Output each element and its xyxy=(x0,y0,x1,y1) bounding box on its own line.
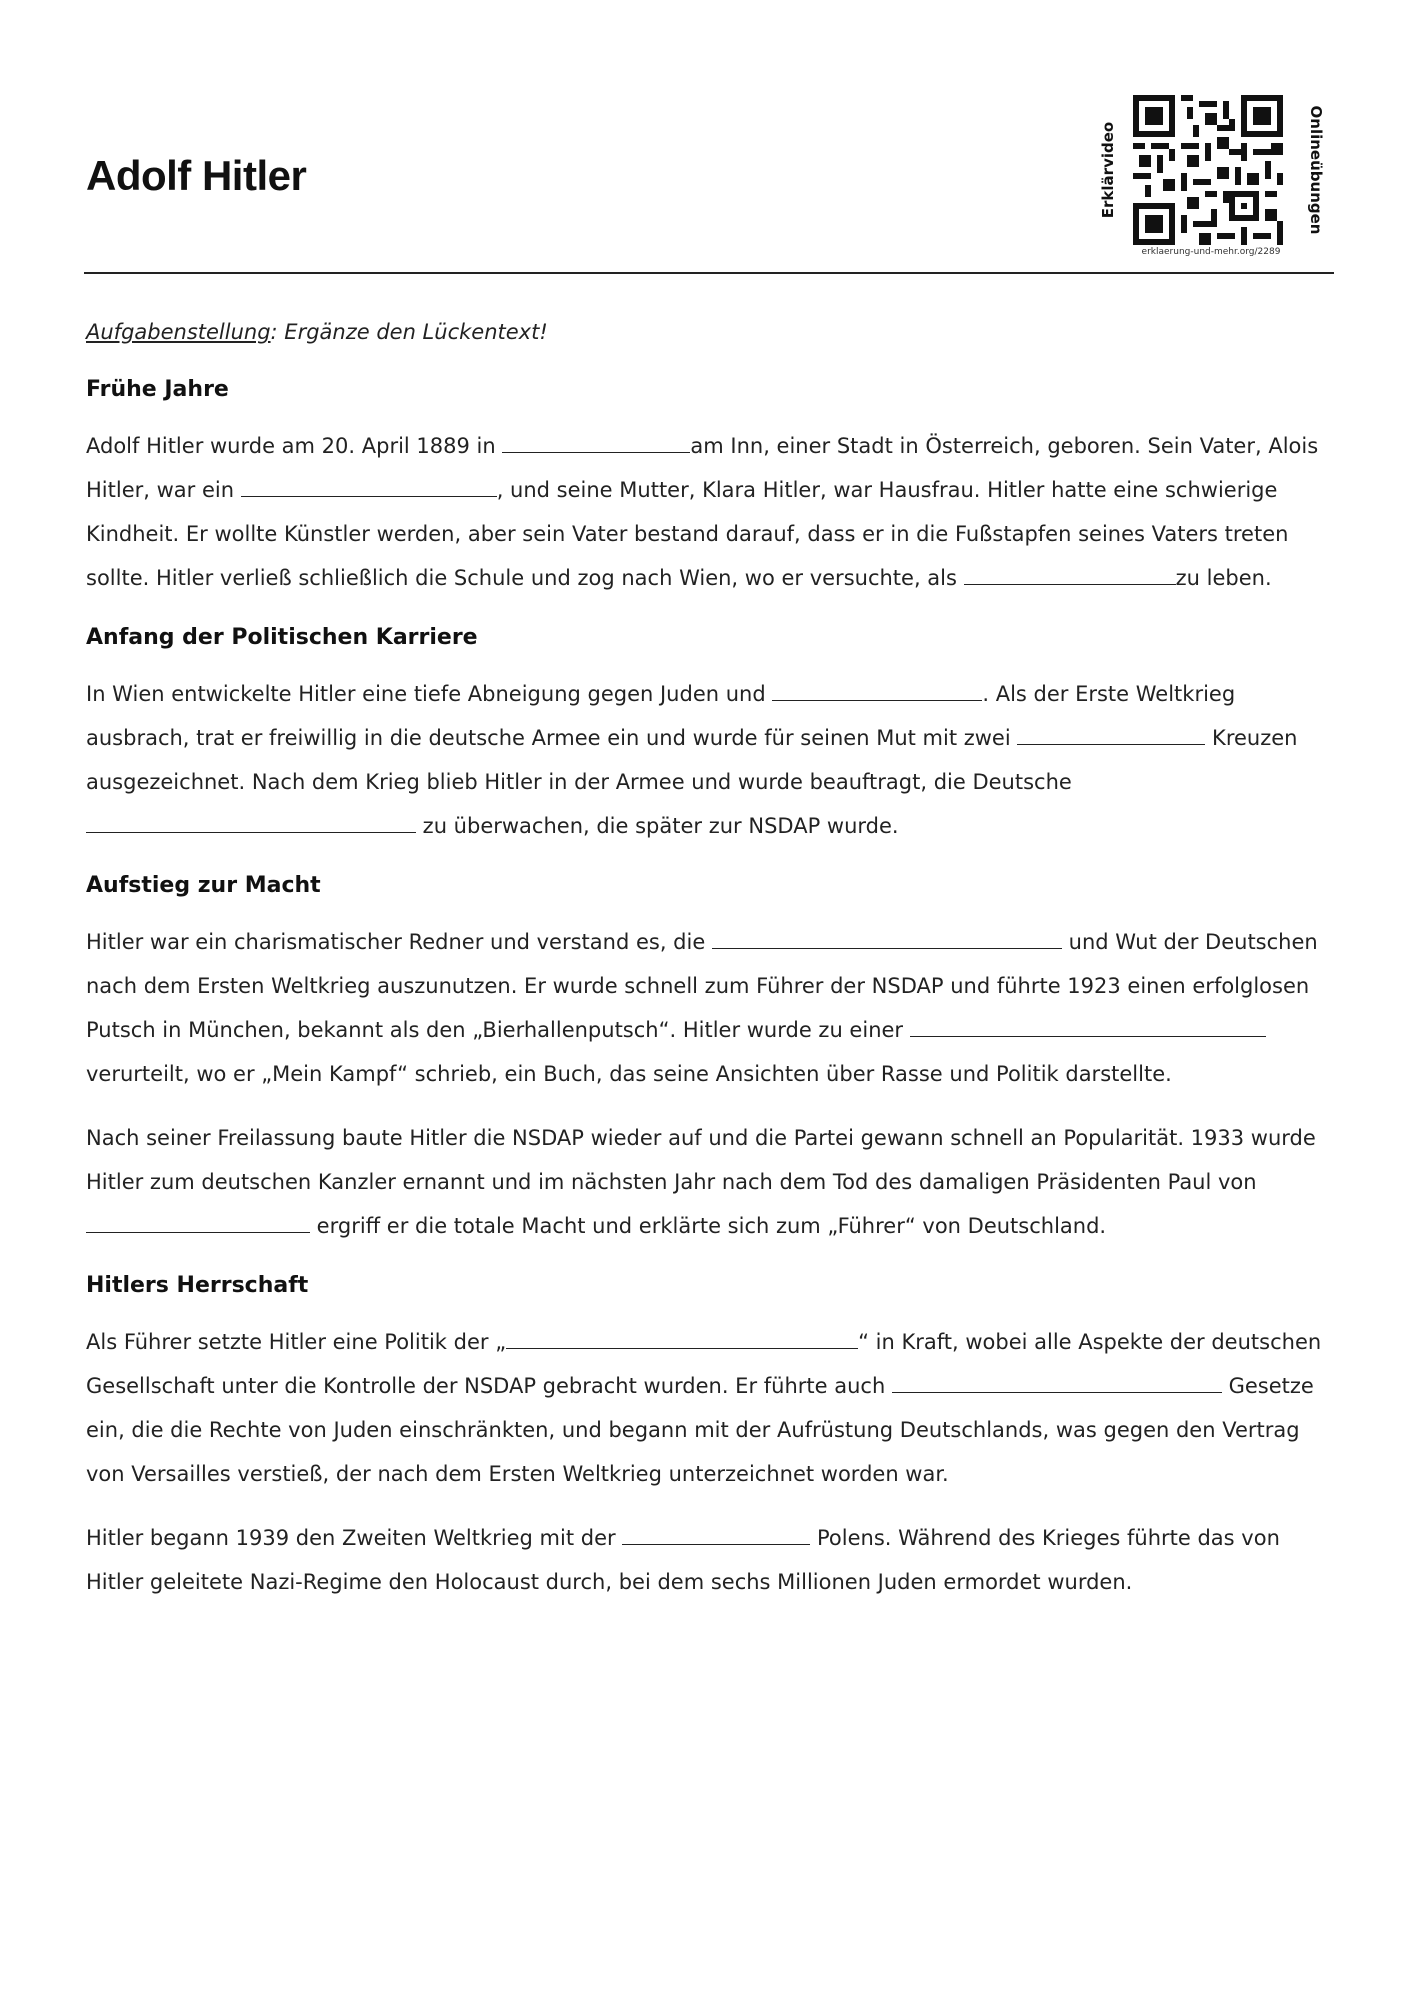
qr-left-label xyxy=(1095,95,1121,245)
qr-url: erklaerung-und-mehr.org/2289 xyxy=(1141,247,1281,257)
answer-blank-party[interactable] xyxy=(86,814,416,833)
text-run: , und seine Mutter, Klara Hitler, war Hausfrau. Hitler hatte eine schwierige Kindheit. Er wollte Künstler werden, aber sein Vater bestand darauf, dass er in die Fußstapfen seines Vaters treten sollte. Hitler verließ schließlich die Schule und zog nach Wien, wo er versuchte, als xyxy=(86,478,1289,590)
answer-blank-invasion[interactable] xyxy=(622,1526,810,1545)
text-run: Adolf Hitler wurde am 20. April 1889 in xyxy=(86,434,503,458)
worksheet-content xyxy=(86,300,1336,1624)
text-run: Hitler war ein charismatischer Redner und verstand es, die xyxy=(86,930,712,954)
section-heading-aufstieg: Aufstieg zur Macht xyxy=(86,873,321,898)
text-run: Hitler begann 1939 den Zweiten Weltkrieg mit der xyxy=(86,1526,623,1550)
answer-blank-birthplace[interactable] xyxy=(502,434,690,453)
task-instruction xyxy=(86,310,1336,354)
text-run: und Wut der Deutschen nach dem Ersten Weltkrieg auszunutzen. Er wurde schnell zum Führer der NSDAP und führte 1923 einen erfolglosen Putsch in München, bekannt als den „Bierhallenputsch“. Hitler wurde zu einer xyxy=(86,930,1318,1042)
section-heading-herrschaft: Hitlers Herrschaft xyxy=(86,1273,309,1298)
qr-right-label xyxy=(1303,95,1329,245)
section-heading-politische-karriere: Anfang der Politischen Karriere xyxy=(86,625,478,650)
task-label: Aufgabenstellung xyxy=(86,320,271,344)
paragraph-fruehe-jahre xyxy=(86,424,1336,600)
paragraph-herrschaft-2 xyxy=(86,1516,1336,1604)
answer-blank-profession[interactable] xyxy=(964,566,1176,585)
text-run: Nach seiner Freilassung baute Hitler die NSDAP wieder auf und die Partei gewann schnell an Popularität. 1933 wurde Hitler zum deutschen Kanzler ernannt und im nächsten Jahr nach dem Tod des damaligen Präsidenten Paul von xyxy=(86,1126,1316,1194)
text-run: In Wien entwickelte Hitler eine tiefe Abneigung gegen Juden und xyxy=(86,682,773,706)
task-text: : Ergänze den Lückentext! xyxy=(270,320,548,344)
answer-blank-crosses[interactable] xyxy=(1017,726,1205,745)
answer-blank-father-job[interactable] xyxy=(241,478,497,497)
paragraph-aufstieg-1 xyxy=(86,920,1336,1096)
answer-blank-president[interactable] xyxy=(86,1214,310,1233)
paragraph-politische-karriere xyxy=(86,672,1336,848)
answer-blank-policy[interactable] xyxy=(506,1330,858,1349)
qr-block xyxy=(1095,95,1335,265)
answer-blank-emotion[interactable] xyxy=(712,930,1062,949)
text-run: zu überwachen, die später zur NSDAP wurde. xyxy=(416,814,899,838)
section-heading-fruehe-jahre: Frühe Jahre xyxy=(86,377,229,402)
text-run: Kreuzen ausgezeichnet. Nach dem Krieg blieb Hitler in der Armee und wurde beauftragt, die Deutsche xyxy=(86,726,1298,794)
text-run: zu leben. xyxy=(1175,566,1272,590)
text-run: . Als der Erste Weltkrieg ausbrach, trat er freiwillig in die deutsche Armee ein und wurde für seinen Mut mit zwei xyxy=(86,682,1236,750)
text-run: verurteilt, wo er „Mein Kampf“ schrieb, ein Buch, das seine Ansichten über Rasse und Politik darstellte. xyxy=(86,1062,1172,1086)
answer-blank-laws[interactable] xyxy=(892,1374,1222,1393)
qr-left-label-text: Erklärvideo xyxy=(1099,121,1117,219)
text-run: Gesetze ein, die die Rechte von Juden einschränkten, und begann mit der Aufrüstung Deutschlands, was gegen den Vertrag von Versailles verstieß, der nach dem Ersten Weltkrieg unterzeichnet worden war. xyxy=(86,1374,1314,1486)
text-run: Als Führer setzte Hitler eine Politik der „ xyxy=(86,1330,507,1354)
qr-right-label-text: Onlineübungen xyxy=(1307,105,1325,235)
text-run: “ in Kraft, wobei alle Aspekte der deutschen Gesellschaft unter die Kontrolle der NSDAP gebracht wurden. Er führte auch xyxy=(86,1330,1322,1398)
paragraph-aufstieg-2 xyxy=(86,1116,1336,1248)
text-run: am Inn, einer Stadt in Österreich, geboren. Sein Vater, Alois Hitler, war ein xyxy=(86,434,1319,502)
text-run: Polens. Während des Krieges führte das von Hitler geleitete Nazi-Regime den Holocaust durch, bei dem sechs Millionen Juden ermordet wurden. xyxy=(86,1526,1280,1594)
answer-blank-aversion[interactable] xyxy=(772,682,982,701)
qr-code-icon[interactable] xyxy=(1133,95,1283,245)
paragraph-herrschaft-1 xyxy=(86,1320,1336,1496)
answer-blank-sentence[interactable] xyxy=(910,1018,1266,1037)
text-run: ergriff er die totale Macht und erklärte sich zum „Führer“ von Deutschland. xyxy=(310,1214,1107,1238)
page-title: Adolf Hitler xyxy=(86,152,307,199)
header-divider xyxy=(84,272,1334,274)
